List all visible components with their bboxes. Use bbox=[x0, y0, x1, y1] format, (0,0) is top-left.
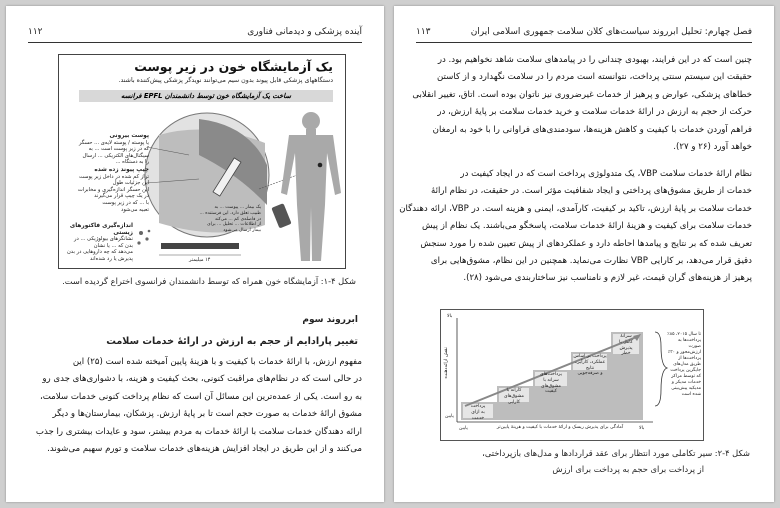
step-2: کارانه با مشوق‌های کارایی bbox=[504, 388, 524, 405]
skin-label-text: یا پوسته / پوسته لایه‌ی ... حسگر که در زیر پوست است ... به سیگنال‌های الکتریکی ... ارسال را به دستگاه ... bbox=[78, 139, 149, 166]
vbp-staircase-figure bbox=[440, 309, 704, 441]
figure-title: یک آزمایشگاه خون در زیر پوست bbox=[134, 59, 333, 74]
blood-lab-figure bbox=[58, 54, 346, 269]
text-line: دقیق قرار می‌دهد، بر کارایی VBP نظارت می‌نماید. همچنین در این نظام، مشوق‌هایی برای bbox=[430, 255, 752, 266]
text-line: چنین است که در این فرایند، بهبودی چندانی را در پیامدهای سلامت شاهد نخواهیم بود. در bbox=[437, 55, 752, 65]
right-paragraph-1 bbox=[414, 52, 752, 156]
text-line: خدمات از طریق مشوق‌های پرداختی و ایجاد شفافیت مؤثر است. در حقیقت، در نظام ارائهٔ bbox=[431, 186, 752, 197]
y-axis-label: نقش ارائه‌دهنده bbox=[443, 347, 449, 379]
text-line: حرکت از حجم به ارزش در ارائهٔ خدمات سلامت و خرید خدمات سلامت بر پایهٔ ارزش، در bbox=[437, 107, 752, 118]
molecule-dots bbox=[137, 230, 150, 245]
step-1: پرداخت به ازای خدمت bbox=[470, 404, 486, 421]
text-line: به رو است. یکی از عمده‌ترین این مسائل آن است که نظام پرداخت کنونی خدمات سلامت، bbox=[39, 391, 362, 402]
target-note: تا سال ۲۰۱۵، ۸۵٪ پرداخت‌ها به صورت ارزش‌محور و ۳۰٪ پرداخت‌ها از طریق مدل‌های جایگزین پرداخت که توسط مراکز خدمات مدیکر و مدیکید پیش‌بینی شده است bbox=[667, 332, 701, 397]
step-4: پرداخت بر اساس عملکرد، کارآیی، نتایج و صرفه‌جویی bbox=[573, 354, 607, 377]
biomarker-label-text: نشانگرهای بیولوژیکی ... در بدن که ... یا نشان می‌دهد که چه داروهایی در بدن پذیرش یا رد شده‌اند bbox=[67, 236, 133, 262]
left-page-header bbox=[28, 26, 362, 43]
running-title: آینده پزشکی و دیدمانی فناوری bbox=[247, 27, 362, 37]
human-silhouette bbox=[281, 112, 341, 261]
text-line: خطاهای پزشکی، عوارض و پرهیز از خدمات غیرضروری نیز ناتوان بوده است. اتاق، تغییر انقلابی bbox=[412, 89, 752, 100]
right-page-header bbox=[416, 26, 752, 43]
text-line: پرهیز از هزینه‌های گران قیمت، غیر لازم و نامناسب نیز ساختاربندی می‌شود (۲۸). bbox=[463, 273, 752, 284]
y-high-label: بالا bbox=[447, 314, 453, 319]
page-number: ۱۱۲ bbox=[28, 27, 43, 37]
figure-band: ساخت یک آزمایشگاه خون توسط دانشمندان EPFL فرانسه bbox=[79, 90, 333, 102]
implant-site-marker bbox=[318, 163, 323, 168]
note-brace bbox=[655, 332, 667, 406]
section-label: ابرروند سوم bbox=[302, 315, 358, 325]
running-title: فصل چهارم: تحلیل ابرروند سیاست‌های کلان سلامت جمهوری اسلامی ایران bbox=[470, 27, 752, 37]
text-line: تعریف شده که بر نتایج و پیامدها احاطه دارد و عملکردهای از پیش تعیین شده را مورد سنجش bbox=[420, 238, 752, 249]
text-line: حقیقت این سیستم سنتی پرداخت، نتوانسته است مردم را در سلامت نگهدارد و از کاستن bbox=[437, 72, 752, 83]
x-low-label: پایین bbox=[459, 426, 468, 431]
left-paragraph bbox=[26, 354, 362, 458]
biomarker-label-title: اندازه‌گیری فاکتورهای زیستی bbox=[69, 223, 133, 236]
figure-subtitle: دستگاههای پزشکی قابل پیوند بدون سیم می‌توانند نویدگر پزشکی پیش‌کننده باشند. bbox=[118, 77, 333, 84]
x-axis-label: آمادگی برای پذیرش ریسک و ارائهٔ خدمات با کیفیت و هزینهٔ پایین‌تر bbox=[496, 425, 624, 430]
figure-caption-line-1: شکل ۴-۲: سیر تکاملی مورد انتظار برای عقد قراردادها و مدل‌های بازپرداختی، bbox=[482, 448, 750, 458]
right-paragraph-2 bbox=[399, 166, 752, 288]
step-3: پرداخت‌های سرانه با مشوق‌های کیفیت bbox=[540, 372, 562, 395]
right-page bbox=[394, 6, 774, 502]
left-page bbox=[6, 6, 384, 502]
skin-label-title: پوست بیرونی bbox=[109, 133, 149, 139]
x-high-label: بالا bbox=[639, 426, 645, 431]
skin-label bbox=[69, 133, 149, 166]
center-label: یک بیمار ... پیوست ... به طبیب تعلق دارد. این فرستنده ... در فاصله‌ی کم ... می‌کند از اطلاعات ... تحلیل ... برای بیمار ارسال می‌شود bbox=[199, 205, 261, 234]
text-line: نظام ارائهٔ خدمات سلامت VBP، یک متدولوژی پرداخت است که در ایجاد کیفیت در bbox=[460, 169, 752, 179]
section-heading: تغییر پارادایم از حجم به ارزش در ارائهٔ خدمات سلامت bbox=[106, 336, 358, 347]
text-line: فراهم آوردن خدمات با کیفیت و کاهش هزینه‌ها، سودمندی‌های فراوانی را با خود به ارمغان bbox=[432, 124, 752, 135]
text-line: خدمات سلامت بر پایهٔ ارزش، تاکید بر کیفیت، کارآمدی، ایمنی و هزینه است. در VBP، ارائه دهندگان bbox=[399, 203, 752, 214]
size-label: ۱۴ میلیمتر bbox=[189, 257, 211, 263]
page-number: ۱۱۳ bbox=[416, 27, 431, 37]
chip-label bbox=[69, 167, 149, 213]
y-low-label: پایین bbox=[445, 414, 454, 419]
text-line: در حالی است که در نظام‌های مراقبت کنونی، بحث کیفیت و هزینه، با دشواری‌های جدی رو bbox=[42, 374, 362, 385]
text-line: خواهد آورد (۲۶ و ۲۷). bbox=[673, 141, 752, 152]
text-line: خدمات سلامت برای کیفیت و هزینهٔ ارائهٔ خدمات سلامت، پاسخگو می‌باشند. یک نظام از پیش bbox=[422, 221, 752, 232]
text-line: مشوق ارائهٔ خدمات به صورت حجم است تا بر پایهٔ ارزش. پزشکان، بیمارستان‌ها و دیگر bbox=[52, 409, 362, 420]
text-line: ارائه دهندگان خدمات سلامت با ارائهٔ خدمات به مردم بیشتر، سود و عایدات بیشتری را جذب bbox=[35, 426, 362, 437]
biomarker-label bbox=[63, 223, 133, 263]
step-5: سرانهٔ کامل با پذیرش خطر bbox=[619, 334, 633, 357]
chip-label-title: چیپ پیوند زده شده bbox=[94, 167, 149, 173]
figure-caption: شکل ۴-۱: آزمایشگاه خون همراه که توسط دانشمندان فرانسوی اختراع گردیده است. bbox=[62, 276, 356, 286]
phone-device bbox=[271, 203, 291, 228]
text-line: می‌کنند و از این طریق در ایجاد افزایش هزینه‌های خدمات سلامت و تورم سهیم می‌شوند. bbox=[47, 443, 362, 454]
text-line: مفهوم ارزش، با ارائهٔ خدمات با کیفیت و با هزینهٔ پایین آمیخته شده است (۲۵) این bbox=[72, 357, 362, 367]
sensor-bar bbox=[161, 243, 239, 249]
chip-label-text: تراز کم شده در داخل زیر پوست این جزئیات طول این حسگر اندازه‌گیری و مخابرات در یک چیپ قرار می‌گیرند با ... که در زیر پوست تعبیه می‌شود bbox=[77, 173, 149, 213]
figure-caption-line-2: از پرداخت برای حجم به پرداخت برای ارزش bbox=[552, 464, 704, 474]
